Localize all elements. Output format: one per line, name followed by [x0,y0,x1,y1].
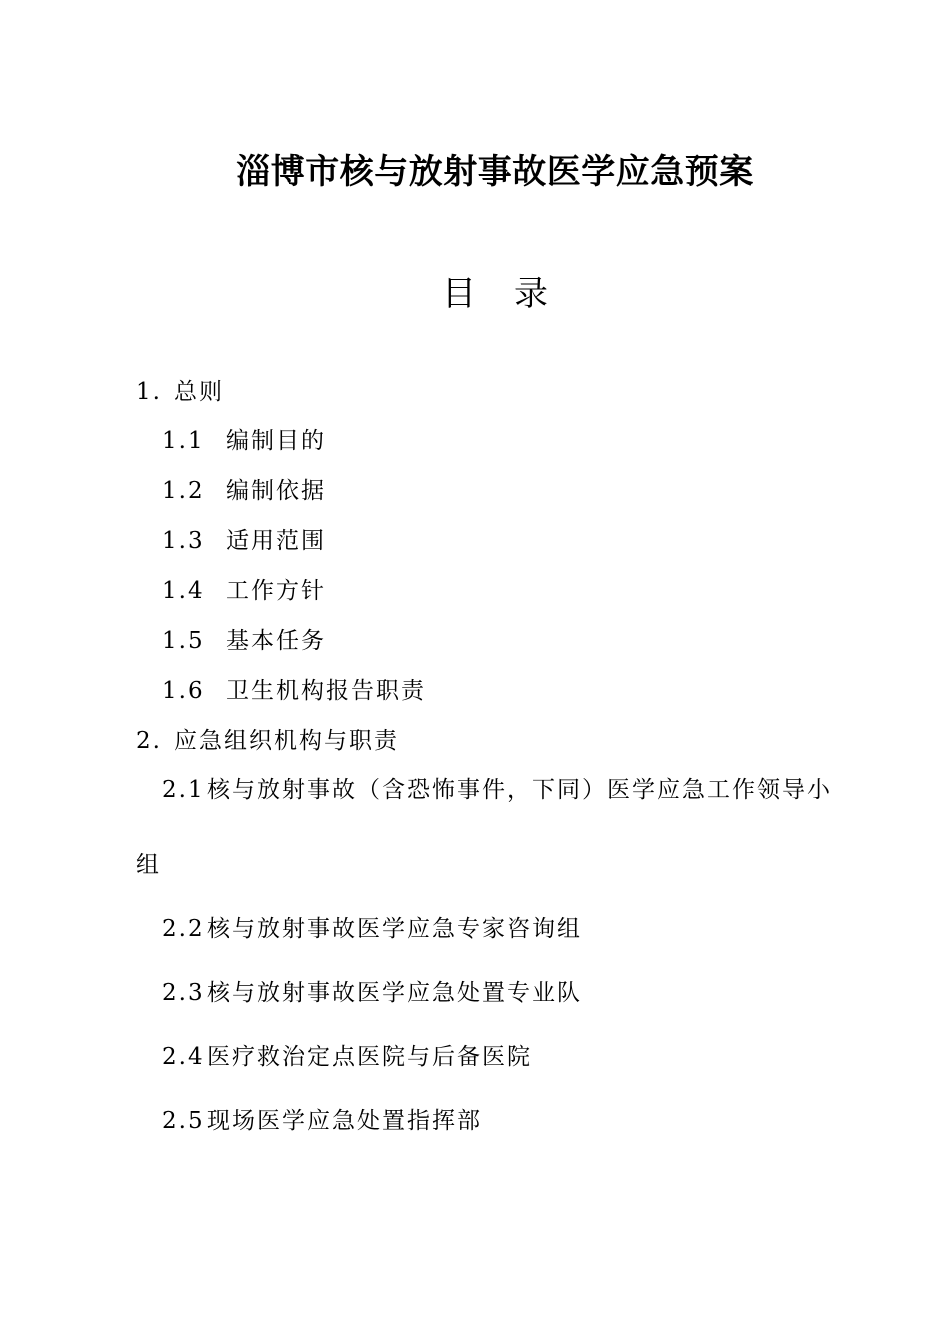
toc-entry-1-2 [162,475,326,507]
toc-entry-number: 2.1 [162,777,205,803]
toc-entry-text: 基本任务 [226,628,326,654]
toc-entry-number: 1.6 [162,678,205,704]
toc-entry-number: 2.3 [162,980,205,1006]
toc-entry-2-2 [162,913,582,945]
toc-entry-2-5 [162,1105,482,1137]
toc-entry-text: 核与放射事故医学应急处置专业队 [207,980,582,1006]
toc-entry-text: 编制依据 [226,478,326,504]
toc-entry-1-1 [162,425,326,457]
toc-entry-number: 1. [136,379,162,405]
toc-entry-number: 1.3 [162,528,205,554]
toc-entry-2 [136,725,399,757]
toc-entry-number: 2.2 [162,916,205,942]
toc-entry-text: 适用范围 [226,528,326,554]
toc-entry-number: 2. [136,728,162,754]
toc-heading [0,270,950,318]
toc-entry-number: 1.1 [162,428,205,454]
toc-entry-text: 医疗救治定点医院与后备医院 [207,1044,532,1070]
toc-entry-1 [136,376,224,408]
toc-entry-text: 现场医学应急处置指挥部 [207,1108,482,1134]
toc-entry-text: 应急组织机构与职责 [174,728,399,754]
document-title: 淄博市核与放射事故医学应急预案 [236,152,754,192]
toc-entry-text: 工作方针 [226,578,326,604]
toc-entry-1-6 [162,675,426,707]
toc-entry-2-1 [162,774,832,806]
toc-heading-first: 目 [442,274,476,314]
toc-entry-text: 编制目的 [226,428,326,454]
toc-entry-text: 核与放射事故（含恐怖事件，下同）医学应急工作领导小 [207,777,832,803]
toc-entry-1-3 [162,525,326,557]
toc-entry-text: 核与放射事故医学应急专家咨询组 [207,916,582,942]
toc-entry-number: 1.4 [162,578,205,604]
toc-entry-2-1-continuation: 组 [136,852,161,878]
toc-entry-number: 2.4 [162,1044,205,1070]
toc-entry-2-4 [162,1041,532,1073]
toc-heading-second: 录 [514,274,548,314]
toc-entry-number: 1.2 [162,478,205,504]
toc-entry-2-3 [162,977,582,1009]
toc-entry-number: 2.5 [162,1108,205,1134]
toc-entry-text: 卫生机构报告职责 [226,678,426,704]
toc-entry-number: 1.5 [162,628,205,654]
toc-entry-text: 总则 [174,379,224,405]
toc-entry-1-4 [162,575,326,607]
toc-entry-1-5 [162,625,326,657]
